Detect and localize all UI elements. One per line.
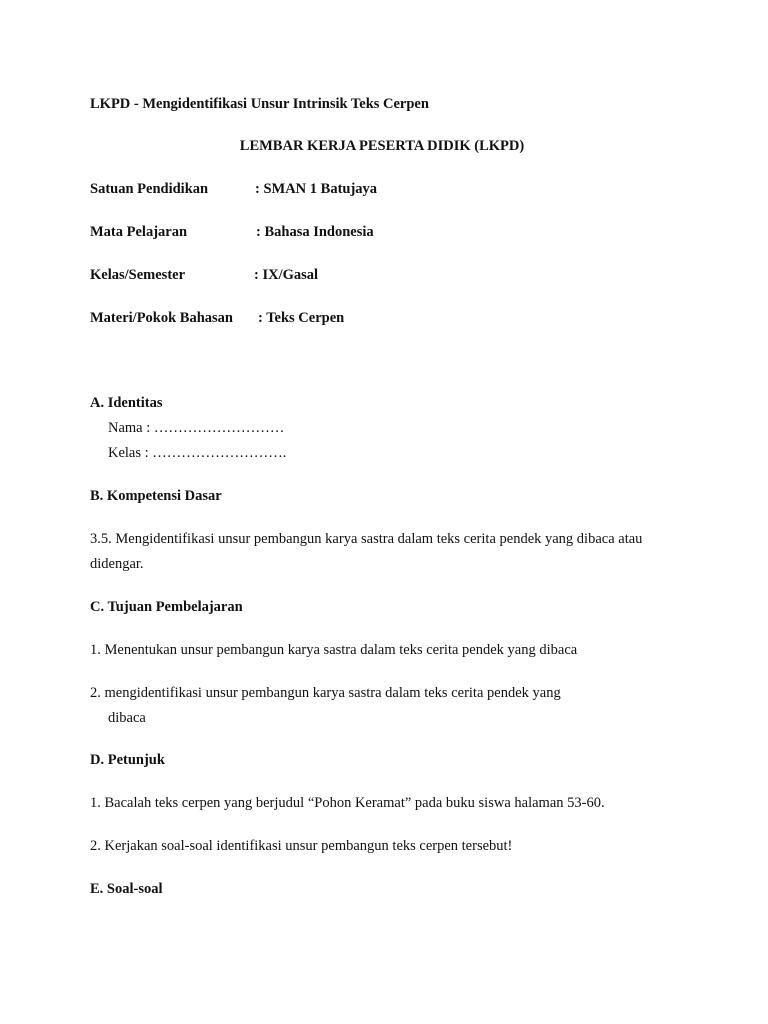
tujuan-item-1: 1. Menentukan unsur pembangun karya sastra dalam teks cerita pendek yang dibaca bbox=[90, 642, 578, 658]
nama-field: Nama : ……………………… bbox=[108, 420, 285, 436]
tujuan-item-2-cont: dibaca bbox=[108, 710, 146, 726]
kelas-semester-value: : IX/Gasal bbox=[254, 267, 319, 283]
section-b-title: B. Kompetensi Dasar bbox=[90, 488, 222, 504]
petunjuk-item-1: 1. Bacalah teks cerpen yang berjudul “Pohon Keramat” pada buku siswa halaman 53-60. bbox=[90, 795, 605, 811]
section-e-title: E. Soal-soal bbox=[90, 881, 163, 897]
worksheet-heading: LEMBAR KERJA PESERTA DIDIK (LKPD) bbox=[239, 138, 525, 154]
tujuan-item-2: 2. mengidentifikasi unsur pembangun karya sastra dalam teks cerita pendek yang bbox=[90, 685, 561, 701]
section-c-title: C. Tujuan Pembelajaran bbox=[90, 599, 243, 615]
kompetensi-text-line1: 3.5. Mengidentifikasi unsur pembangun karya sastra dalam teks cerita pendek yang dibaca atau bbox=[90, 531, 643, 547]
section-a-title: A. Identitas bbox=[90, 395, 163, 411]
petunjuk-item-2: 2. Kerjakan soal-soal identifikasi unsur pembangun teks cerpen tersebut! bbox=[90, 838, 513, 854]
kelas-field: Kelas : ………………………. bbox=[108, 445, 287, 461]
satuan-value: : SMAN 1 Batujaya bbox=[255, 181, 378, 197]
satuan-label: Satuan Pendidikan bbox=[90, 181, 209, 197]
section-d-title: D. Petunjuk bbox=[90, 752, 165, 768]
mapel-value: : Bahasa Indonesia bbox=[256, 224, 374, 240]
kompetensi-text-line2: didengar. bbox=[90, 556, 144, 572]
mapel-label: Mata Pelajaran bbox=[90, 224, 188, 240]
materi-value: : Teks Cerpen bbox=[258, 310, 345, 326]
materi-label: Materi/Pokok Bahasan bbox=[90, 310, 233, 326]
document-title: LKPD - Mengidentifikasi Unsur Intrinsik Teks Cerpen bbox=[90, 96, 429, 112]
kelas-semester-label: Kelas/Semester bbox=[90, 267, 186, 283]
